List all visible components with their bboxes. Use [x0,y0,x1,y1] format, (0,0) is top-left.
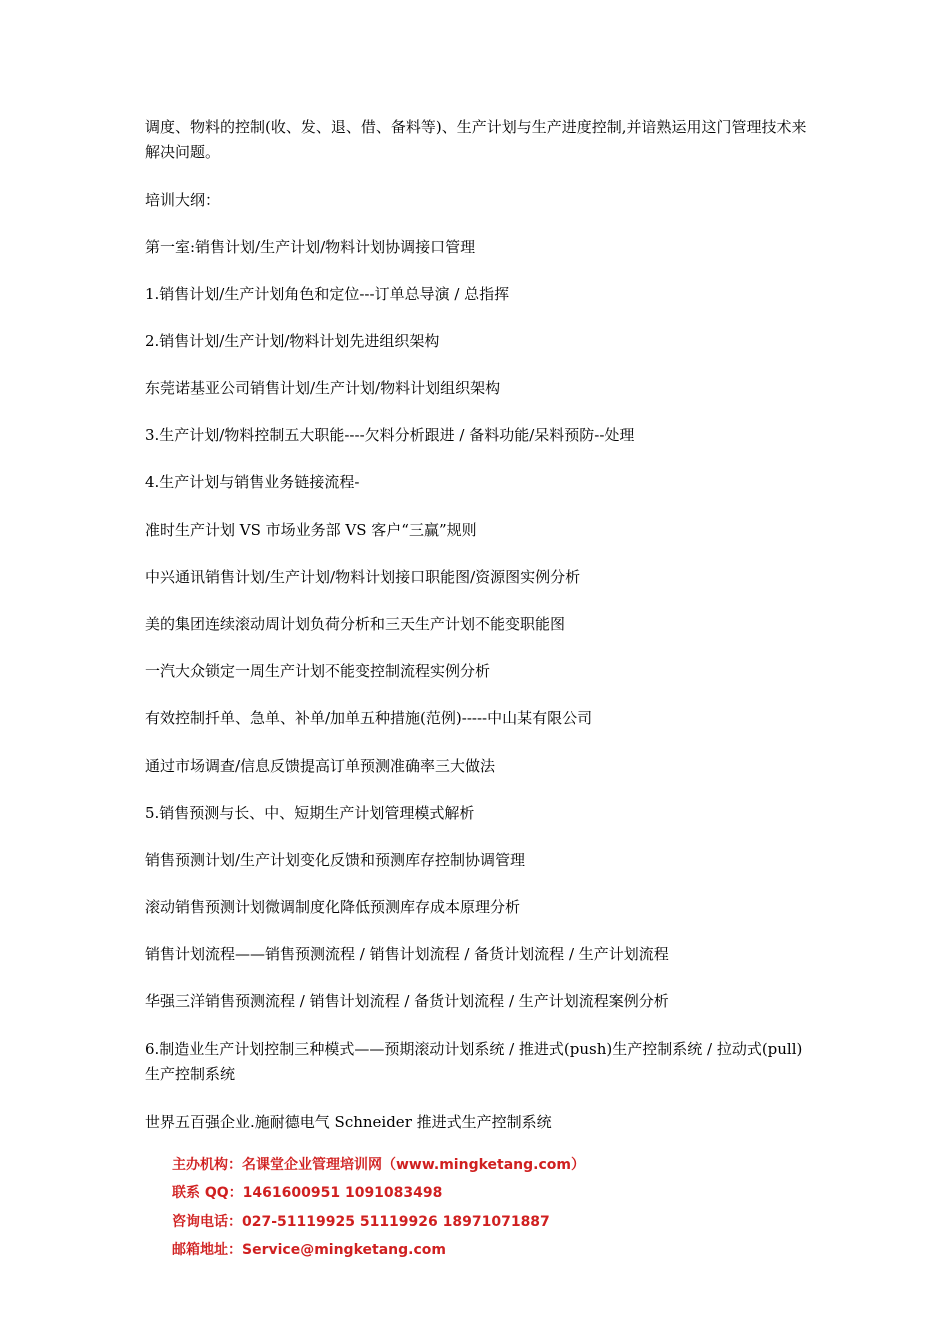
section-heading: 第一室:销售计划/生产计划/物料计划协调接口管理 [145,238,476,256]
outline-heading: 培训大纲： [145,191,221,209]
outline-item: 中兴通讯销售计划/生产计划/物料计划接口职能图/资源图实例分析 [145,568,581,586]
outline-item: 2.销售计划/生产计划/物料计划先进组织架构 [145,332,440,350]
outline-item: 销售计划流程——销售预测流程 / 销售计划流程 / 备货计划流程 / 生产计划流程 [145,945,669,963]
outline-item: 一汽大众锁定一周生产计划不能变控制流程实例分析 [145,662,491,680]
outline-item: 6.制造业生产计划控制三种模式——预期滚动计划系统 / 推进式(push)生产控制系统 / 拉动式(pull)生产控制系统 [145,1040,803,1083]
outline-item: 东莞诺基亚公司销售计划/生产计划/物料计划组织架构 [145,379,501,397]
outline-item: 准时生产计划 VS 市场业务部 VS 客户“三赢”规则 [145,521,477,539]
outline-item: 美的集团连续滚动周计划负荷分析和三天生产计划不能变职能图 [145,615,566,633]
qq-line: 联系 QQ：1461600951 1091083498 [172,1185,443,1201]
outline-item: 3.生产计划/物料控制五大职能----欠料分析跟进 / 备料功能/呆料预防--处理 [145,426,635,444]
outline-item: 1.销售计划/生产计划角色和定位---订单总导演 / 总指挥 [145,285,510,303]
outline-item: 4.生产计划与销售业务链接流程- [145,473,360,491]
outline-item: 销售预测计划/生产计划变化反馈和预测库存控制协调管理 [145,851,526,869]
email-line: 邮箱地址：Service@mingketang.com [172,1242,446,1258]
outline-item: 通过市场调查/信息反馈提高订单预测准确率三大做法 [145,757,496,775]
outline-item: 有效控制扦单、急单、补单/加单五种措施(范例)-----中山某有限公司 [145,709,593,727]
outline-item: 华强三洋销售预测流程 / 销售计划流程 / 备货计划流程 / 生产计划流程案例分析 [145,992,669,1010]
intro-paragraph: 调度、物料的控制(收、发、退、借、备料等)、生产计划与生产进度控制,并谙熟运用这门管理技术来 解决问题。 [145,118,807,161]
outline-item: 世界五百强企业.施耐德电气 Schneider 推进式生产控制系统 [145,1113,552,1131]
phone-line: 咨询电话：027-51119925 51119926 18971071887 [172,1214,550,1230]
outline-item: 5.销售预测与长、中、短期生产计划管理模式解析 [145,804,475,822]
organizer-line: 主办机构：名课堂企业管理培训网（www.mingketang.com） [172,1157,585,1173]
outline-item: 滚动销售预测计划微调制度化降低预测库存成本原理分析 [145,898,521,916]
